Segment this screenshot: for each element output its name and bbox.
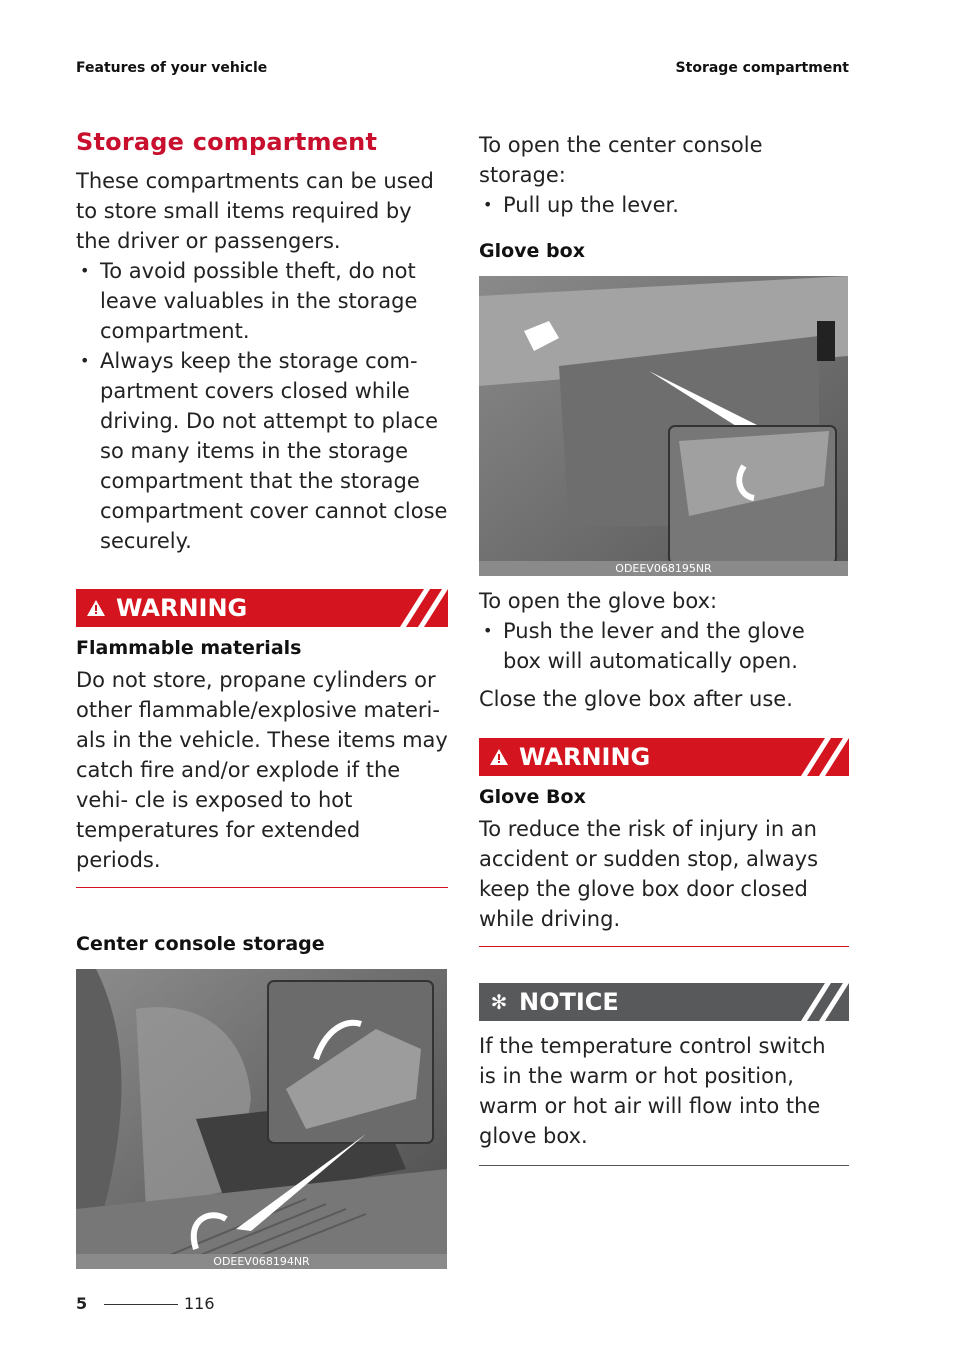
storage-bullets: [76, 256, 448, 556]
glove-close-text: Close the glove box after use.: [479, 687, 793, 711]
console-bullets: [479, 190, 849, 220]
right-column: [479, 130, 849, 1166]
console-heading: Center console storage: [76, 933, 325, 955]
asterisk-icon: ✻: [490, 990, 508, 1014]
page-number: 116: [184, 1294, 215, 1313]
banner-stripes: [789, 738, 849, 776]
banner-stripes: [388, 589, 448, 627]
warning-label: WARNING: [116, 594, 248, 622]
console-open-text: To open the center console storage:: [479, 133, 763, 187]
image-code: ODEEV068194NR: [76, 1254, 447, 1269]
list-item: • Always keep the storage com- partment covers closed while driving. Do not attempt to place so many items in the storage compartment that the storage compartment cover cannot close securely.: [76, 346, 448, 556]
warning-triangle-icon: [76, 600, 116, 616]
glove-box-heading: Glove box: [479, 240, 585, 262]
warning-label: WARNING: [519, 743, 651, 771]
list-item: • To avoid possible theft, do not leave valuables in the storage compartment.: [76, 256, 448, 346]
warning-banner: [479, 738, 849, 776]
left-column: [76, 128, 448, 1269]
glove-box-photo: [479, 276, 848, 576]
intro-paragraph: These compartments can be used to store small items required by the driver or passengers.: [76, 169, 434, 253]
notice-label: NOTICE: [519, 988, 619, 1016]
section-title: Storage compartment: [76, 128, 378, 156]
banner-stripes: [789, 983, 849, 1021]
image-code: ODEEV068195NR: [479, 561, 848, 576]
footer-rule: [104, 1304, 178, 1305]
list-item: • Push the lever and the glove box will automatically open.: [479, 616, 849, 676]
warning-text: To reduce the risk of injury in an accident or sudden stop, always keep the glove box door closed while driving.: [479, 817, 819, 931]
notice-banner: [479, 983, 849, 1021]
list-item: • Pull up the lever.: [479, 190, 849, 220]
notice-text: If the temperature control switch is in the warm or hot position, warm or hot air will flow into the glove box.: [479, 1034, 826, 1148]
center-console-photo: [76, 969, 447, 1269]
warning-title: Flammable materials: [76, 637, 302, 659]
running-header-left: Features of your vehicle: [76, 60, 268, 76]
warning-title: Glove Box: [479, 786, 586, 808]
warning-triangle-icon: [479, 749, 519, 765]
warning-text: Do not store, propane cylinders or other flammable/explosive materi- als in the vehicle. These items may catch fire and/or explode if the vehi- cle is exposed to hot temperatures for extended periods.: [76, 668, 448, 872]
warning-banner: [76, 589, 448, 627]
glove-bullets: [479, 616, 849, 676]
chapter-number: 5: [76, 1294, 88, 1313]
running-header-right: Storage compartment: [675, 60, 849, 76]
glove-open-text: To open the glove box:: [479, 589, 718, 613]
notice-divider: [479, 1165, 849, 1166]
